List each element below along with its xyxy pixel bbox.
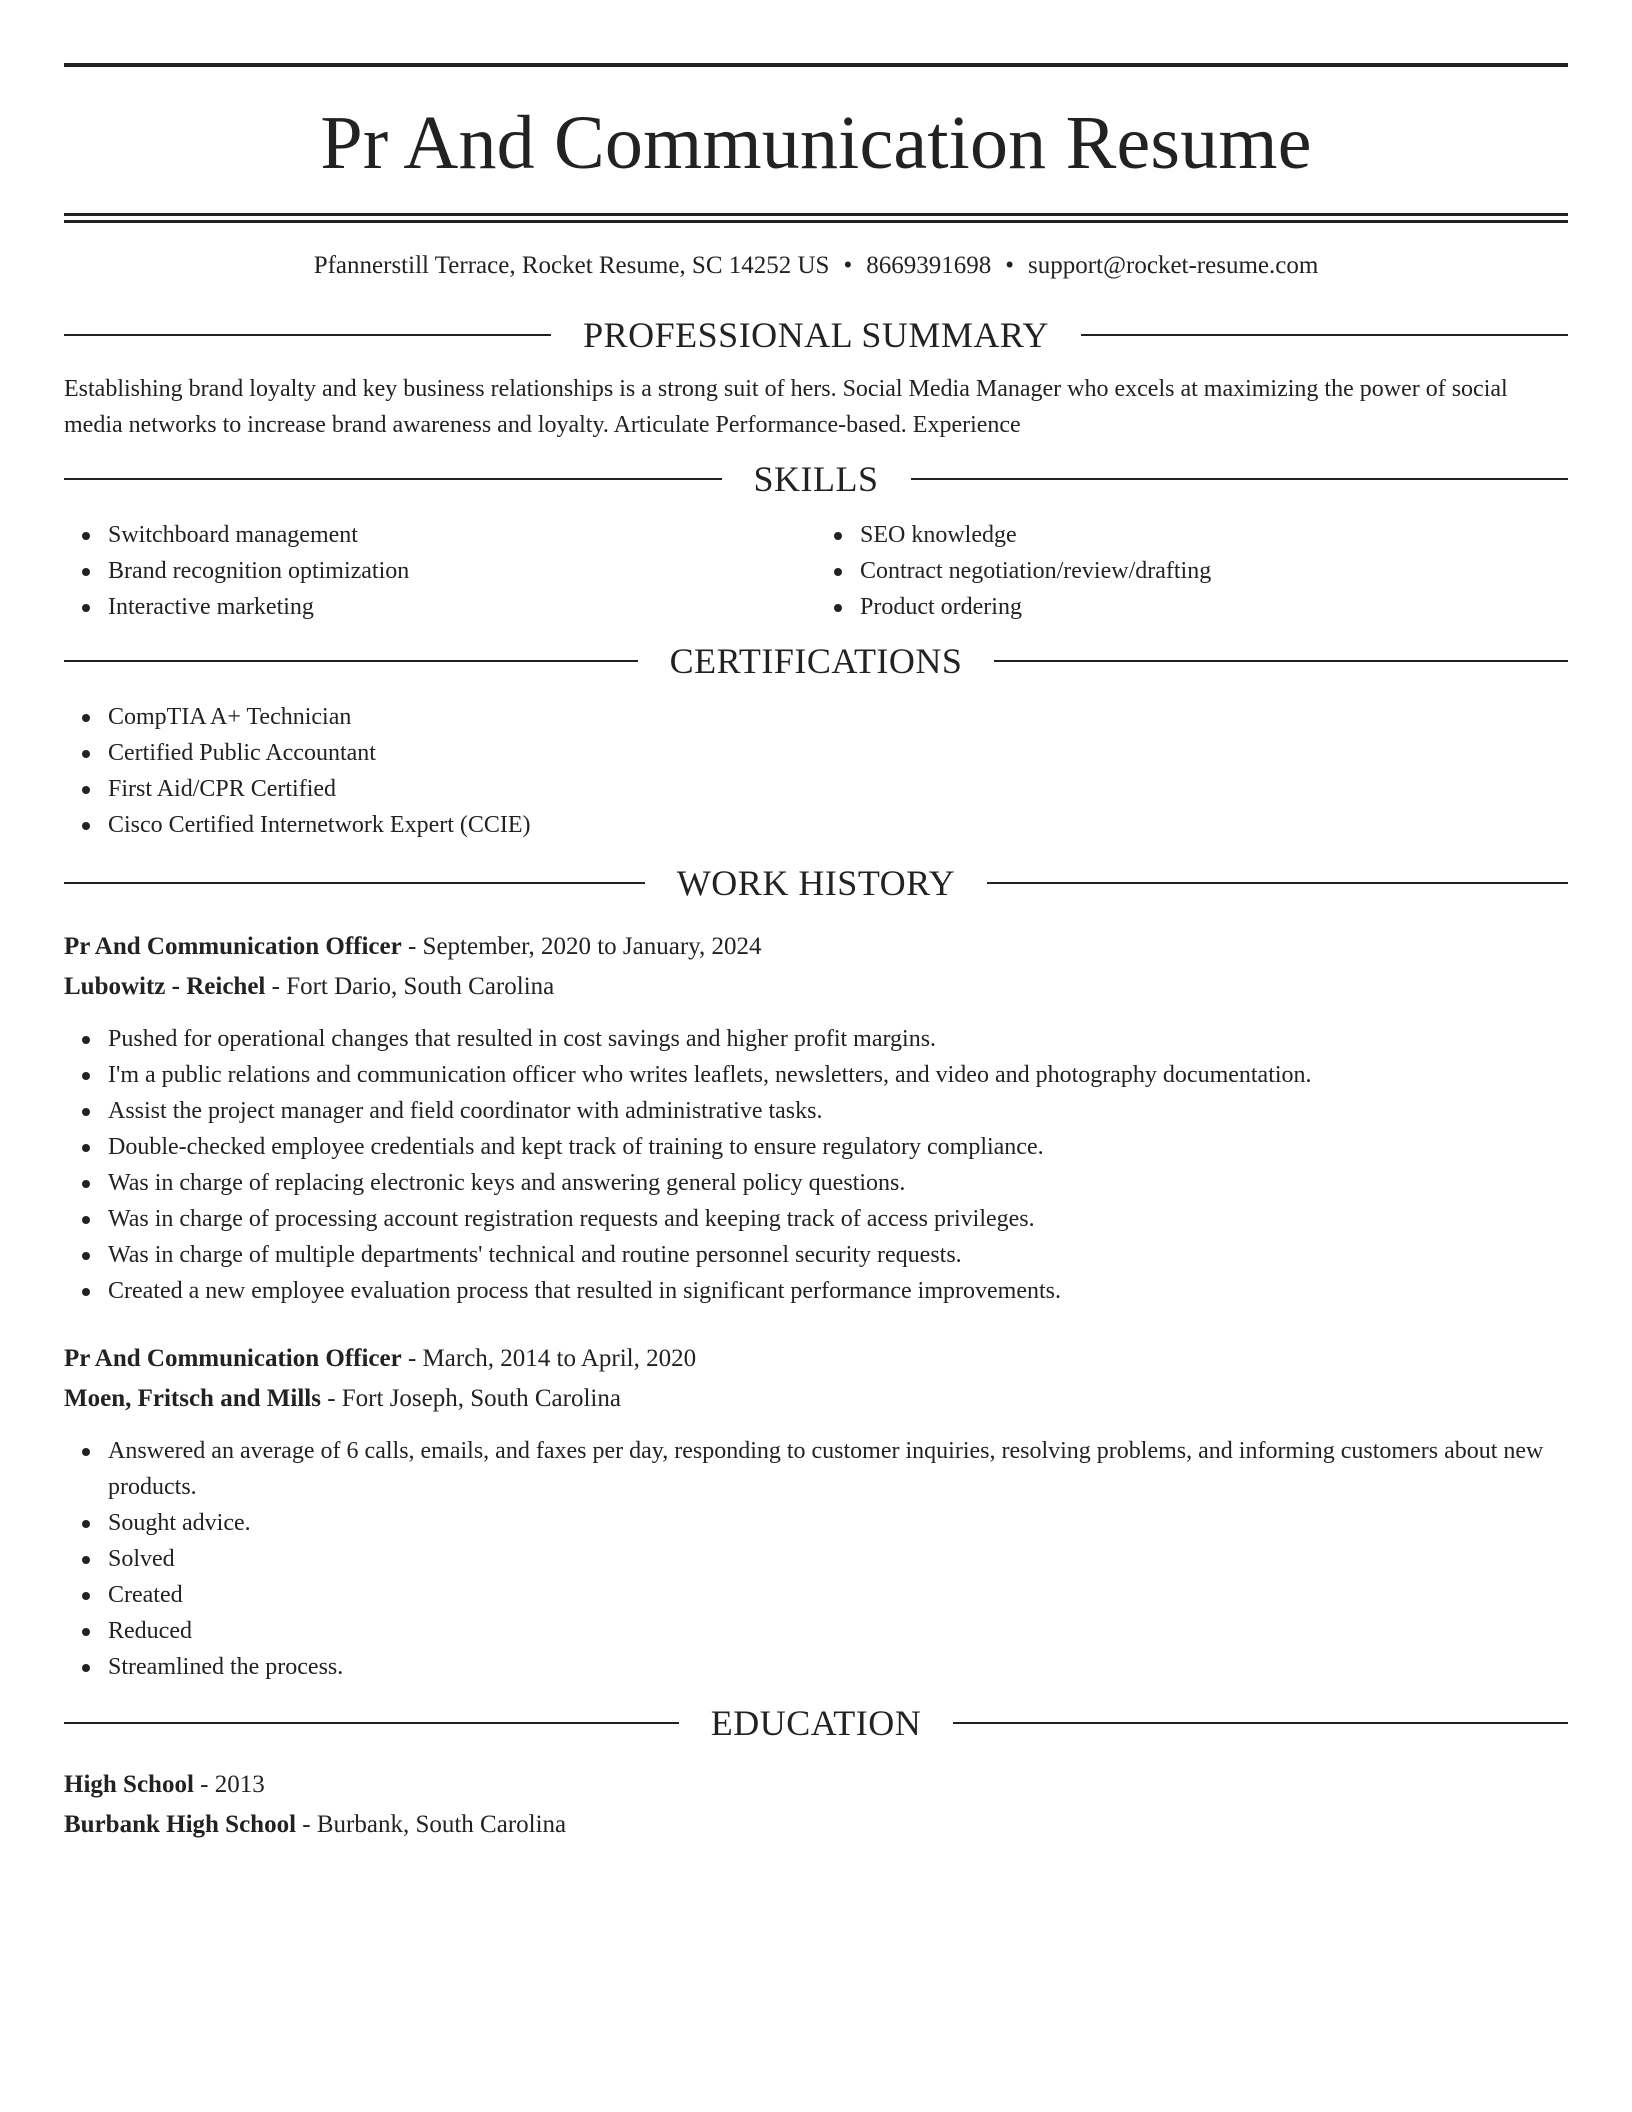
section-heading-skills — [64, 457, 1568, 501]
contact-line — [64, 251, 1568, 281]
certifications-list — [64, 699, 1568, 843]
job-duty: Solved — [108, 1541, 1568, 1577]
top-rule — [64, 63, 1568, 67]
job-location: - Fort Dario, South Carolina — [271, 973, 555, 1000]
heading-rule-left — [64, 1722, 679, 1724]
section-heading-education — [64, 1701, 1568, 1745]
education-entry — [64, 1765, 1568, 1845]
job-duty: Was in charge of processing account registration requests and keeping track of access privileges. — [108, 1201, 1568, 1237]
job-duty: Sought advice. — [108, 1505, 1568, 1541]
section-title: PROFESSIONAL SUMMARY — [583, 315, 1049, 355]
job-duty: Assist the project manager and field coordinator with administrative tasks. — [108, 1093, 1568, 1129]
skill-item: SEO knowledge — [860, 517, 1568, 553]
section-heading-work-history — [64, 861, 1568, 905]
job-duty: I'm a public relations and communication officer who writes leaflets, newsletters, and video and photography documentation. — [108, 1057, 1568, 1093]
job-duty: Double-checked employee credentials and kept track of training to ensure regulatory compliance. — [108, 1129, 1568, 1165]
certification-item: Cisco Certified Internetwork Expert (CCIE) — [108, 807, 1568, 843]
skill-item: Brand recognition optimization — [108, 553, 816, 589]
skills-column-right — [816, 517, 1568, 625]
skill-item: Product ordering — [860, 589, 1568, 625]
certification-item: First Aid/CPR Certified — [108, 771, 1568, 807]
contact-phone: 8669391698 — [866, 252, 992, 279]
job-entry — [64, 1339, 1568, 1685]
summary-text: Establishing brand loyalty and key business relationships is a strong suit of hers. Social Media Manager who excels at maximizing the power of social media networks to increase brand awareness and loyalty. Articulate Performance-based. Experience — [64, 376, 1508, 438]
heading-rule-right — [911, 478, 1569, 480]
title-double-rule — [64, 213, 1568, 223]
heading-rule-right — [987, 882, 1568, 884]
certification-item: CompTIA A+ Technician — [108, 699, 1568, 735]
job-dates: - March, 2014 to April, 2020 — [407, 1345, 697, 1372]
contact-address: Pfannerstill Terrace, Rocket Resume, SC 14252 US — [313, 252, 830, 279]
job-duty: Was in charge of replacing electronic keys and answering general policy questions. — [108, 1165, 1568, 1201]
education-location: - Burbank, South Carolina — [302, 1811, 567, 1838]
job-duty: Pushed for operational changes that resulted in cost savings and higher profit margins. — [108, 1021, 1568, 1057]
skill-item: Interactive marketing — [108, 589, 816, 625]
heading-rule-right — [953, 1722, 1568, 1724]
contact-separator: • — [1005, 252, 1014, 279]
section-title: EDUCATION — [710, 1703, 922, 1743]
job-duty: Created a new employee evaluation process that resulted in significant performance improvements. — [108, 1273, 1568, 1309]
education-school-line — [64, 1805, 1568, 1845]
job-company: Moen, Fritsch and Mills — [64, 1385, 321, 1412]
resume-title: Pr And Communication Resume — [320, 101, 1312, 185]
section-title: WORK HISTORY — [676, 863, 956, 903]
job-duty: Streamlined the process. — [108, 1649, 1568, 1685]
skills-list-left — [64, 517, 816, 625]
contact-email: support@rocket-resume.com — [1028, 252, 1319, 279]
job-dates: - September, 2020 to January, 2024 — [407, 933, 762, 960]
job-duty: Answered an average of 6 calls, emails, and faxes per day, responding to customer inquiries, resolving problems, and informing customers about new products. — [108, 1433, 1568, 1505]
education-year: - 2013 — [200, 1771, 265, 1798]
heading-rule-left — [64, 882, 645, 884]
contact-separator: • — [843, 252, 853, 279]
education-school: Burbank High School — [64, 1811, 297, 1838]
heading-rule-left — [64, 478, 722, 480]
section-heading-summary — [64, 313, 1568, 357]
skills-list-right — [816, 517, 1568, 625]
job-company-line — [64, 967, 1568, 1007]
job-duties-list — [64, 1433, 1568, 1685]
section-title: CERTIFICATIONS — [669, 641, 963, 681]
skill-item: Contract negotiation/review/drafting — [860, 553, 1568, 589]
skills-column-left — [64, 517, 816, 625]
job-company-line — [64, 1379, 1568, 1419]
education-degree: High School — [64, 1771, 194, 1798]
section-title: SKILLS — [753, 459, 879, 499]
certification-item: Certified Public Accountant — [108, 735, 1568, 771]
section-heading-certifications — [64, 639, 1568, 683]
skill-item: Switchboard management — [108, 517, 816, 553]
job-title-line — [64, 927, 1568, 967]
job-duty: Created — [108, 1577, 1568, 1613]
job-entry — [64, 927, 1568, 1309]
education-degree-line — [64, 1765, 1568, 1805]
job-title: Pr And Communication Officer — [64, 933, 402, 960]
job-title: Pr And Communication Officer — [64, 1345, 402, 1372]
heading-rule-right — [1081, 334, 1568, 336]
heading-rule-left — [64, 334, 551, 336]
job-title-line — [64, 1339, 1568, 1379]
job-company: Lubowitz - Reichel — [64, 973, 266, 1000]
job-duties-list — [64, 1021, 1568, 1309]
skills-grid — [64, 517, 1568, 625]
heading-rule-right — [994, 660, 1568, 662]
job-location: - Fort Joseph, South Carolina — [327, 1385, 621, 1412]
job-duty: Reduced — [108, 1613, 1568, 1649]
heading-rule-left — [64, 660, 638, 662]
job-duty: Was in charge of multiple departments' technical and routine personnel security requests. — [108, 1237, 1568, 1273]
